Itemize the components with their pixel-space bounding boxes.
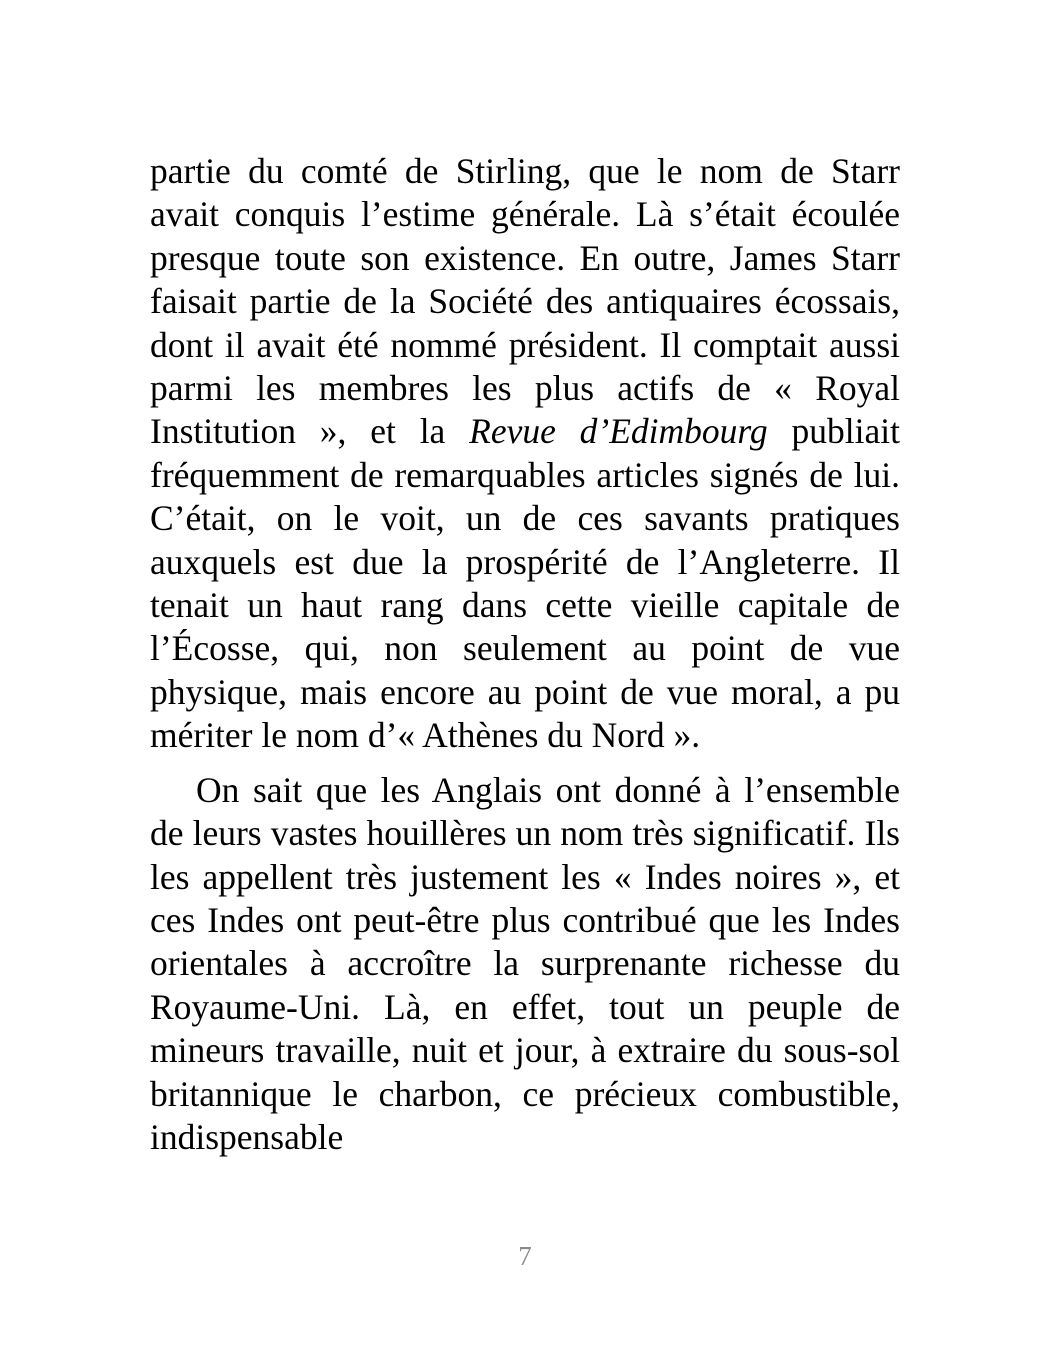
journal-title: Revue d’Edimbourg	[469, 411, 768, 452]
paragraph-1-text-start: partie du comté de Stirling, que le nom de Starr avait conquis l’estime générale. Là s’était écoulée presque toute son existence. En outre, James Starr faisait partie de la Société des antiquaires écossais, dont il avait été nommé président. Il comptait aussi parmi les membres les plus actifs de « Royal Institution », et la	[150, 151, 900, 452]
body-text	[150, 150, 900, 1159]
paragraph-1-text-end: publiait fréquemment de remarquables articles signés de lui. C’était, on le voit, un de ces savants pratiques auxquels est due la prospérité de l’Angleterre. Il tenait un haut rang dans cette vieille capitale de l’Écosse, qui, non seulement au point de vue physique, mais encore au point de vue moral, a pu mériter le nom d’« Athènes du Nord ».	[150, 411, 900, 756]
page-number: 7	[518, 1241, 532, 1271]
paragraph-1	[150, 150, 900, 758]
paragraph-2: On sait que les Anglais ont donné à l’ensemble de leurs vastes houillères un nom très significatif. Ils les appellent très justement les « Indes noires », et ces Indes ont peut-être plus contribué que les Indes orientales à accroître la surprenante richesse du Royaume-Uni. Là, en effet, tout un peuple de mineurs travaille, nuit et jour, à extraire du sous-sol britannique le charbon, ce précieux combustible, indispensable	[150, 769, 900, 1157]
